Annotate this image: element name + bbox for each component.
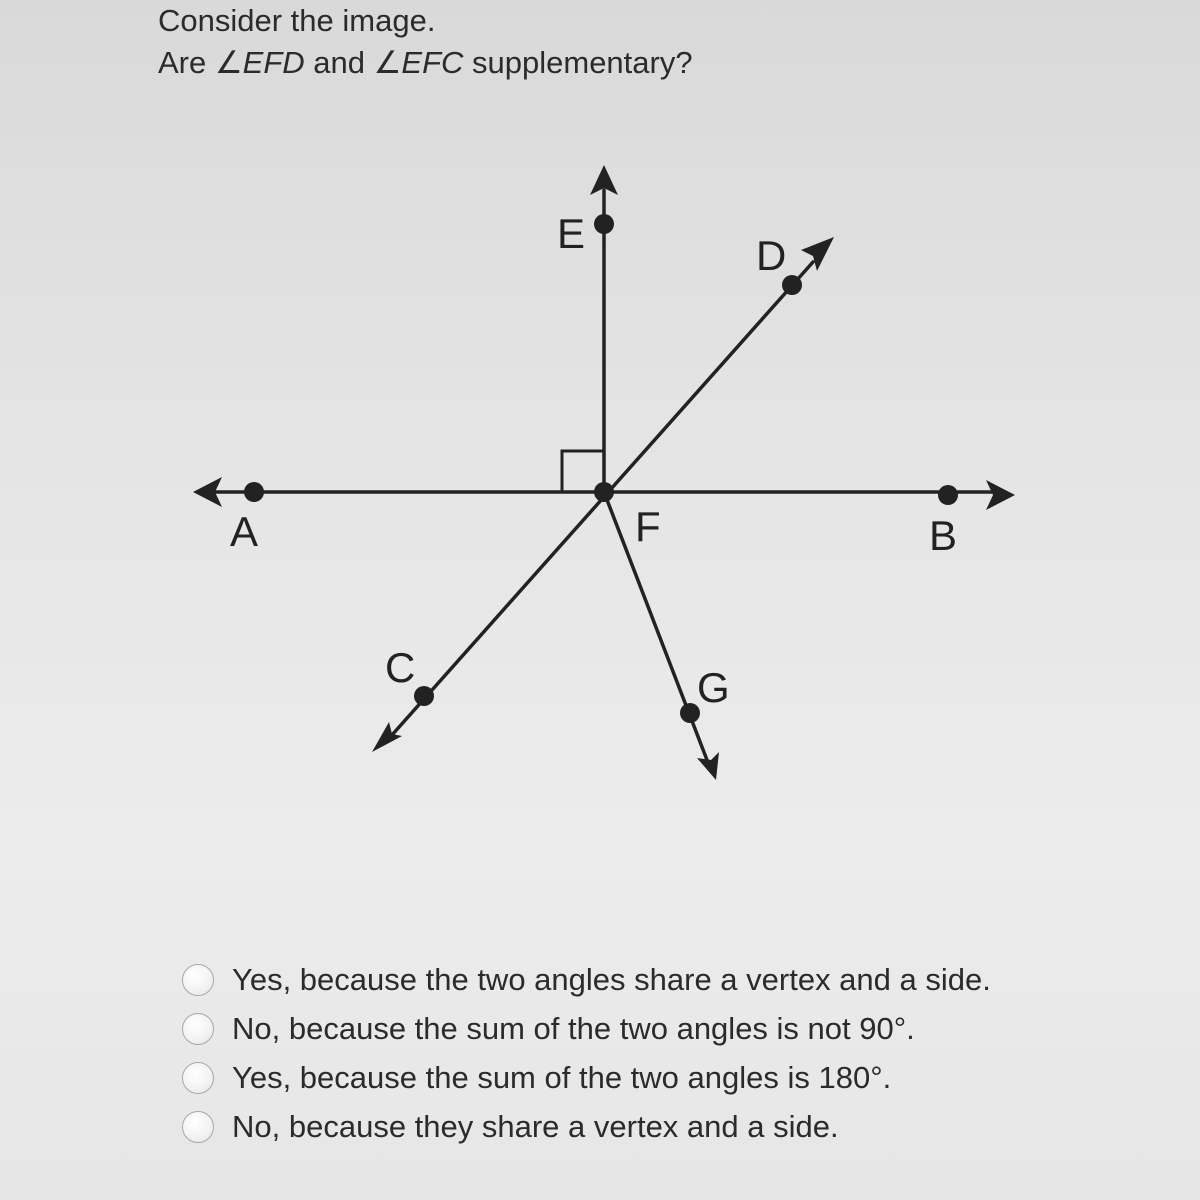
label-f: F — [635, 503, 661, 550]
angle-efd-label: ∠EFD — [214, 45, 305, 80]
choice-4-label[interactable]: No, because they share a vertex and a side. — [232, 1108, 839, 1144]
label-e: E — [557, 210, 586, 257]
choice-1-label[interactable]: Yes, because the two angles share a vertex and a side. — [232, 961, 991, 997]
angle-efc-label: ∠EFC — [373, 45, 464, 80]
label-c: C — [385, 644, 416, 691]
arrow-g-icon — [697, 752, 719, 780]
arrow-b-icon — [986, 480, 1015, 510]
label-g: G — [697, 664, 730, 711]
choice-4[interactable] — [182, 1102, 991, 1151]
question-prefix: Are — [158, 45, 215, 80]
radio-button[interactable] — [182, 1062, 214, 1094]
point-b — [938, 485, 958, 505]
arrow-d-icon — [801, 237, 834, 271]
choice-2[interactable] — [182, 1004, 991, 1053]
question-line-1: Consider the image. — [158, 3, 436, 38]
answer-choices — [182, 955, 991, 1151]
radio-button[interactable] — [182, 1013, 214, 1045]
choice-3-label[interactable]: Yes, because the sum of the two angles is 180°. — [232, 1059, 892, 1095]
label-b: B — [929, 512, 958, 559]
radio-button[interactable] — [182, 964, 214, 996]
point-a — [244, 482, 264, 502]
point-e — [594, 214, 614, 234]
choice-1[interactable] — [182, 955, 991, 1004]
label-a: A — [230, 508, 259, 555]
choice-3[interactable] — [182, 1053, 991, 1102]
question-middle: and — [304, 45, 374, 80]
question-suffix: supplementary? — [463, 45, 693, 80]
radio-button[interactable] — [182, 1111, 214, 1143]
point-f — [594, 482, 614, 502]
choice-2-label[interactable]: No, because the sum of the two angles is not 90°. — [232, 1010, 915, 1046]
label-d: D — [756, 232, 787, 279]
point-c — [414, 686, 434, 706]
